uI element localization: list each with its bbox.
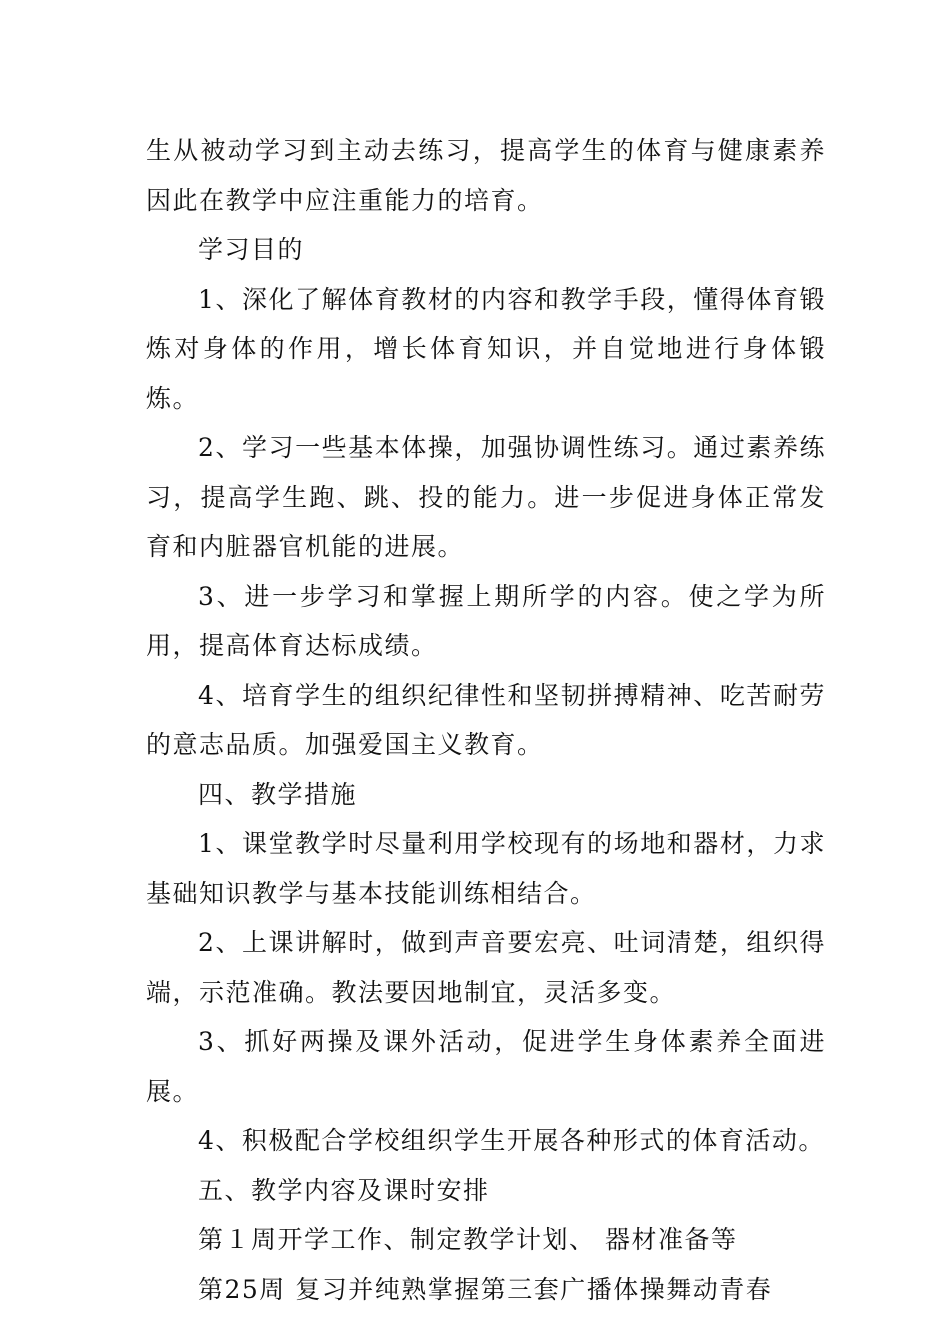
paragraph: 4、培育学生的组织纪律性和坚韧拼搏精神、吃苦耐劳的意志品质。加强爱国主义教育。: [146, 680, 826, 759]
paragraph: 3、抓好两操及课外活动，促进学生身体素养全面进展。: [146, 1027, 826, 1106]
paragraph: 1、深化了解体育教材的内容和教学手段，懂得体育锻炼对身体的作用，增长体育知识，并自觉地进行身体锻炼。: [146, 284, 826, 413]
paragraph: 2、上课讲解时，做到声音要宏亮、吐词清楚，组织得端，示范准确。教法要因地制宜，灵活多变。: [146, 928, 826, 1007]
section-heading-teaching-measures: 四、教学措施: [198, 779, 358, 809]
schedule-line: 第１周开学工作、制定教学计划、 器材准备等: [198, 1225, 738, 1254]
schedule-line: 第25周 复习并纯熟掌握第三套广播体操舞动青春: [198, 1274, 773, 1304]
paragraph: 3、进一步学习和掌握上期所学的内容。使之学为所用，提高体育达标成绩。: [146, 581, 826, 660]
section-heading-content-schedule: 五、教学内容及课时安排: [198, 1175, 490, 1205]
section-heading-learning-goals: 学习目的: [198, 235, 305, 264]
paragraph: 生从被动学习到主动去练习，提高学生的体育与健康素养因此在教学中应注重能力的培育。: [146, 136, 826, 215]
document-body: [146, 126, 826, 1314]
paragraph: 4、积极配合学校组织学生开展各种形式的体育活动。: [198, 1126, 825, 1155]
paragraph: 1、课堂教学时尽量利用学校现有的场地和器材，力求基础知识教学与基本技能训练相结合。: [146, 829, 826, 908]
paragraph: 2、学习一些基本体操，加强协调性练习。通过素养练习，提高学生跑、跳、投的能力。进一步促进身体正常发育和内脏器官机能的进展。: [146, 433, 826, 561]
